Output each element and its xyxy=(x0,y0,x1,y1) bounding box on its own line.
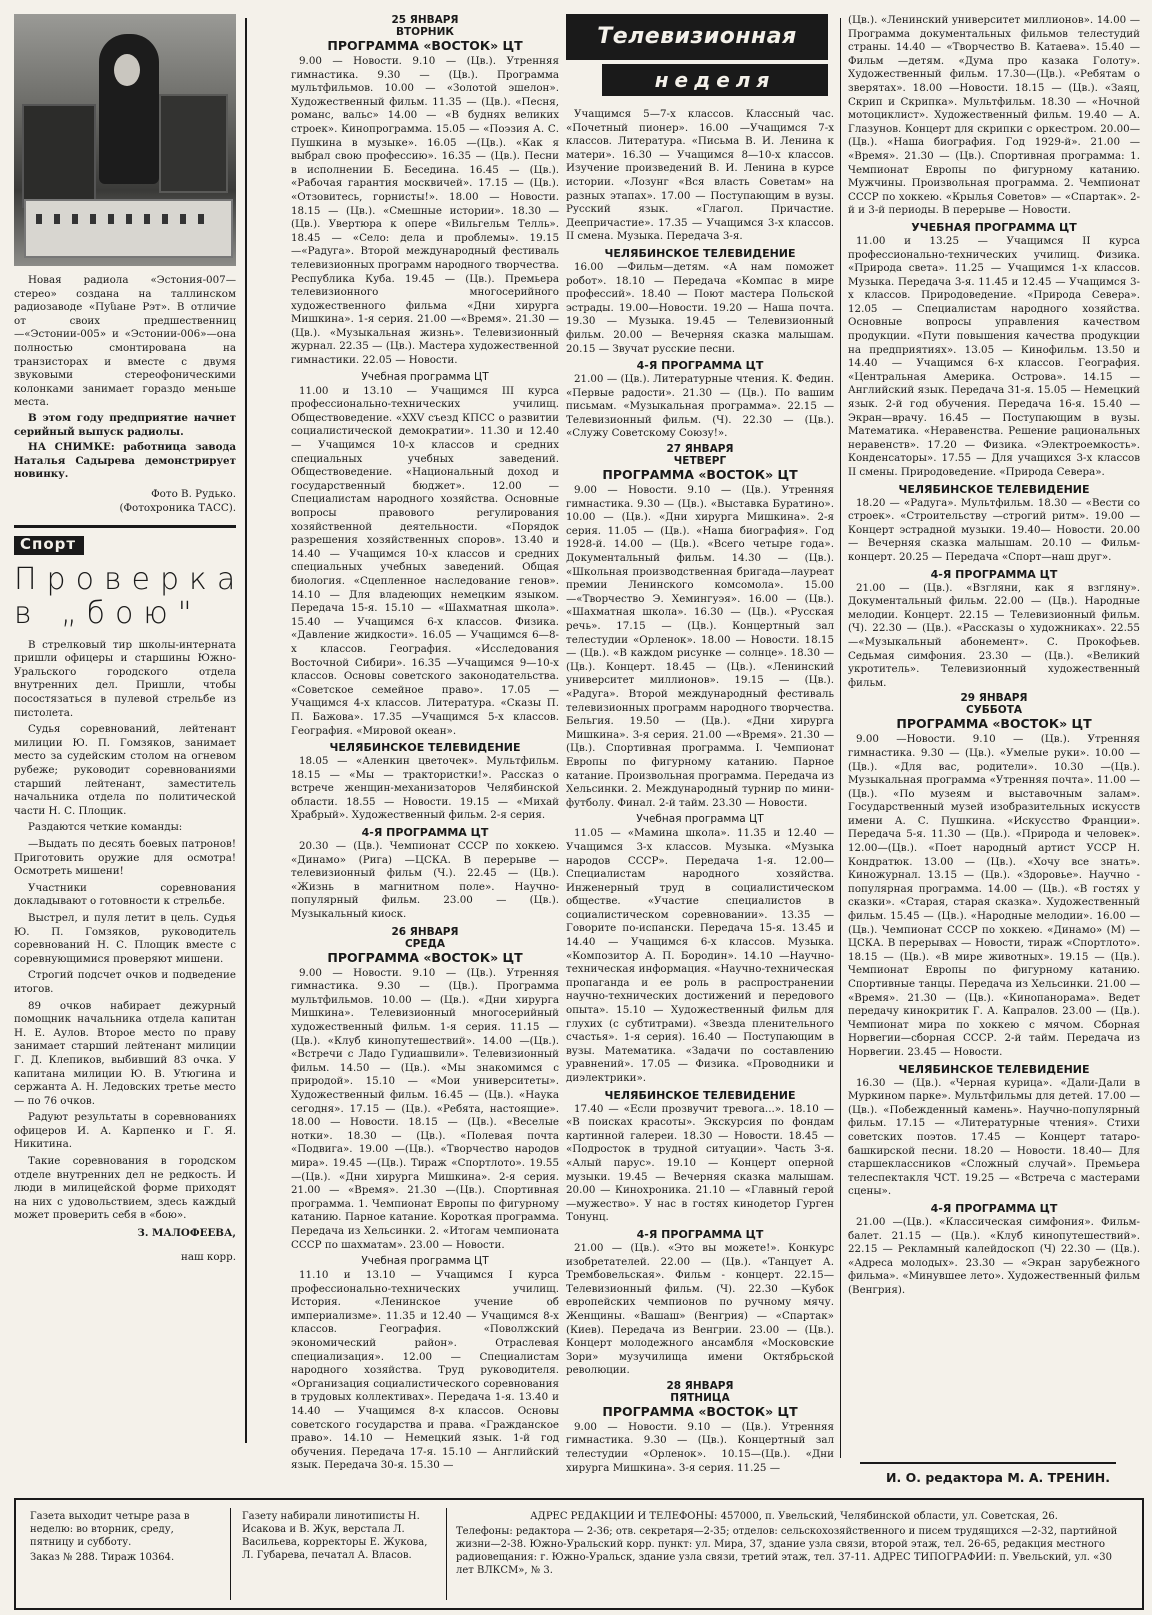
tv-week-banner xyxy=(566,14,828,100)
program-heading: ПРОГРАММА «ВОСТОК» ЦТ xyxy=(602,467,798,483)
imprint-box xyxy=(14,1498,1144,1610)
caption-paragraph: Новая радиола «Эстония-007—стерео» создана на таллинском радиозаводе «Пуնане Рэт». В отличие от своих предшественниц—«Эстонии-005» и «Эстонии-006»—она полностью смонтирована на транзисторах и вместе с двумя звуковыми стереофоническими колонками занимает гораздо меньше места. xyxy=(14,274,236,409)
column-1 xyxy=(14,14,246,1265)
sport-article xyxy=(14,639,236,1223)
program-heading: ЧЕЛЯБИНСКОЕ ТЕЛЕВИДЕНИЕ xyxy=(604,1088,796,1102)
day-date: 25 ЯНВАРЯ xyxy=(391,14,459,26)
schedule-text: 21.00 — (Цв.). Литературные чтения. К. Федин. «Первые радости». 21.30 — (Цв.). По вашим письмам. «Музыкальная программа». 22.15 — Телевизионный фильм. (Ч). 22.30 — (Цв.). «Служу Советскому Союзу!». xyxy=(566,373,834,440)
imprint-divider xyxy=(230,1508,231,1600)
program-heading: ЧЕЛЯБИНСКОЕ ТЕЛЕВИДЕНИЕ xyxy=(604,246,796,260)
radiola-knobs xyxy=(36,214,206,224)
day-name: ПЯТНИЦА xyxy=(670,1391,730,1404)
sport-rubric: Спорт xyxy=(14,536,84,555)
section-divider xyxy=(14,525,236,528)
article-paragraph: Радуют результаты в соревнованиях офицеров И. А. Карпенко и Г. Я. Никитина. xyxy=(14,1111,236,1151)
editor-signature: И. О. редактора М. А. ТРЕНИН. xyxy=(886,1470,1110,1485)
banner-subtitle: неделя xyxy=(602,64,828,96)
schedule-text: 9.00 — Новости. 9.10 — (Цв.). Утренняя гимнастика. 9.30 — (Цв.). Концертный зал телестудии «Орленок». 10.15—(Цв.). «Дни хирурга Мишкина». 3-я серия. 11.25 — xyxy=(566,1420,834,1474)
schedule-text: 9.00 — Новости. 9.10 — (Цв.). Утренняя гимнастика. 9.30 — (Цв.). Программа мультфильмов. 10.00 — (Цв.). «Дни хирурга Мишкина». Телевизионный многосерийный художественный фильм. 1-я серия. 11.15 — (Цв.). «Клуб кинопутешествий». 14.00 —(Цв.). «Встречи с Ладо Гудиашвили». Телевизионный фильм. 14.50 — (Цв.). «Мы знакомимся с природой». 15.10 — «Мои университеты». Художественный фильм. 16.45 — (Цв.). «Наука сегодня». 17.15 — (Цв.). «Ребята, настоящие». 18.00 — Новости. 18.15 — (Цв.). «Веселые нотки». 18.30 — (Цв.). «Полевая почта «Подвига». 19.00 —(Цв.). «Творчество народов мира». 19.45 —(Цв.). Тираж «Спортлото». 19.55 —(Цв.). «Дни хирурга Мишкина». 2-я серия. 21.00 — «Время». 21.30 —(Цв.). Спортивная программа. 1. Чемпионат Европы по фигурному катанию. Парное катание. Короткая программа. Передача из Хельсинки. 2. «Итогам чемпионата СССР по шахматам». 23.00 — Новости. xyxy=(291,966,559,1251)
day-date: 28 ЯНВАРЯ xyxy=(666,1379,734,1392)
column-4 xyxy=(848,14,1140,1299)
column-rule-2 xyxy=(840,18,841,1458)
article-paragraph: Участники соревнования докладывают о готовности к стрельбе. xyxy=(14,881,236,908)
article-author: З. МАЛОФЕЕВА, xyxy=(137,1227,236,1240)
schedule-text: 21.00 — (Цв.). «Взгляни, как я взгляну». Документальный фильм. 22.00 — (Цв.). Народные мелодии. Концерт. 22.15 — Телевизионный фильм. (Ч). 22.30 — (Цв.). «Рассказы о художниках». 22.55—«Музыкальный абонемент». С. Прокофьев. Седьмая симфония. 23.30 — (Цв.). «Великий укротитель». Телевизионный художественный фильм. xyxy=(848,581,1140,689)
woman-face xyxy=(114,54,140,86)
schedule-text: 16.30 — (Цв.). «Черная курица». «Дали-Дали в Муркином парке». Мультфильмы для детей. 17.00 — (Цв.). «Побежденный камень». Научно-популярный фильм. 17.15 — «Литературные чтения». Стихи советских поэтов. 17.45 — Концерт татаро-башкирской песни. 18.20 — Новости. 18.40— Для старшеклассников «Сложный случай». Премьера телеспектакля ЧСТ. 19.25 — «Встреча с мастерами сцены». xyxy=(848,1076,1140,1198)
program-heading: ЧЕЛЯБИНСКОЕ ТЕЛЕВИДЕНИЕ xyxy=(898,1062,1090,1076)
day-date: 26 ЯНВАРЯ xyxy=(391,925,459,938)
schedule-text: 16.00 —Фильм—детям. «А нам поможет робот». 18.10 — Передача «Компас в мире профессий». 18.40 — Поют мастера Польской эстрады. 19.00—Новости. 19.20 — Наша почта. 19.30 — Музыка. 19.45 — Телевизионный фильм. 20.00 — Вечерняя сказка малышам. 20.15 — Звучат русские песни. xyxy=(566,260,834,355)
schedule-text: 11.00 и 13.10 — Учащимся III курса профессионально-технических училищ. Обществоведение. «XXV съезд КПСС о развитии социалистической демократии». 11.30 и 12.40 — Учащимся 10-х классов и средних специальных учебных заведений. Обществоведение. «Национальный доход и государственный бюджет». 12.00 — Специалистам народного хозяйства. Основные вопросы правового регулирования хозяйственной деятельности. «Порядок разрешения хозяйственных споров». 13.40 и 14.40 — Учащимся 10-х классов и средних специальных учебных заведений. Общая биология. «Сцепленное наследование генов». 14.10 — Для владеющих немецким языком. Передача 15-я. 15.10 — «Шахматная школа». 15.40 — Учащимся 6-х классов. Физика. «Давление жидкости». 16.05 — Учащимся 6—8-х классов. География. «Исследования Восточной Сибири». 16.35 —Учащимся 9—10-х классов. Основы советского законодательства. «Советское семейное право». 17.05 — Учащимся 4-х классов. Литература. «Сказы П. П. Бажова». 17.35 —Учащимся 5-х классов. География. «Мировой океан». xyxy=(291,384,559,737)
article-paragraph: Раздаются четкие команды: xyxy=(28,821,183,834)
speaker-left xyxy=(22,104,96,208)
day-name: СУББОТА xyxy=(965,704,1023,717)
program-heading: 4-Я ПРОГРАММА ЦТ xyxy=(636,1227,764,1241)
editor-divider xyxy=(860,1462,1116,1464)
schedule-text: 11.05 — «Мамина школа». 11.35 и 12.40 —Учащимся 3-х классов. Музыка. «Музыка народов СССР». Передача 1-я. 12.00— Специалистам народного хозяйства. Инженерный труд в социалистическом обществе. «Участие специалистов в социалистическом соревновании». 13.35 — Говорите по-испански. Передача 15-я. 13.45 и 14.40 — Учащимся 6-х классов. Музыка. «Композитор А. П. Бородин». 14.10 —Научно-техническая информация. «Научно-техническая пропаганда и ее роль в распространении научно-технических достижений и передового опыта». 15.10 — Художественный фильм для глухих (с субтитрами). «Звезда пленительного счастья». 1-я серия). 16.40 — Поступающим в вузы. Математика. «Задачи по составлению уравнений». 17.05 — Физика. «Проводники и диэлектрики». xyxy=(566,827,834,1084)
imprint-address xyxy=(456,1510,1132,1579)
program-heading: 4-Я ПРОГРАММА ЦТ xyxy=(361,826,489,840)
article-title: Проверка в „бою" xyxy=(14,561,246,631)
day-name: ВТОРНИК xyxy=(396,26,454,38)
column-3 xyxy=(566,14,834,1477)
caption-paragraph: НА СНИМКЕ: работница завода Наталья Садырева демонстрирует новинку. xyxy=(14,441,236,481)
imprint-text: АДРЕС РЕДАКЦИИ И ТЕЛЕФОНЫ: 457000, п. Увельский, Челябинской области, ул. Советская, 26. xyxy=(530,1511,1058,1522)
program-heading: Учебная программа ЦТ xyxy=(361,370,489,383)
article-paragraph: В стрелковый тир школы-интерната пришли офицеры и старшины Южно-Уральского городского отдела внутренних дел. Пришли, чтобы посостязаться в пулевой стрельбе из пистолета. xyxy=(14,638,236,719)
program-heading: ЧЕЛЯБИНСКОЕ ТЕЛЕВИДЕНИЕ xyxy=(329,741,521,755)
schedule-text: 17.40 — «Если прозвучит тревога...». 18.10 — «В поисках красоты». Экскурсия по фондам картинной галереи. 18.30 — Новости. 18.45 — «Подросток в трудной ситуации». Часть 3-я. «Алый парус». 19.10 — Концерт оперной музыки. 19.45 — Вечерняя сказка малышам. 20.00 — Кинохроника. 21.10 — «Главный герой—мужество». У нас в гостях кинодетор Гурген Тонунц. xyxy=(566,1102,834,1224)
photo-credit-agency: (Фотохроника ТАСС). xyxy=(119,501,236,514)
radiola-console xyxy=(24,199,233,258)
program-heading: ПРОГРАММА «ВОСТОК» ЦТ xyxy=(602,1403,798,1419)
article-paragraph: Судья соревнований, лейтенант милиции Ю. П. Гомзяков, занимает место за судейским столом на огневом рубеже; руководит соревнованиями старший лейтенант, заместитель начальника отдела по политической части Н. С. Площик. xyxy=(14,723,236,817)
schedule-text: 11.00 и 13.25 — Учащимся II курса профессионально-технических училищ. Физика. «Природа света». 11.25 — Учащимся 1-х классов. Музыка. Передача 3-я. 11.45 и 12.45 — Учащимся 3-х классов. Природоведение. «Природа Севера». 12.05 — Специалистам народного хозяйства. Основные вопросы управления качеством продукции. «Пути повышения качества продукции на предприятиях». 13.05 — Кинофильм. 13.50 и 14.40 — Учащимся 6-х классов. География. «Центральная Америка. Острова». 14.15 — Английский язык. Передача 31-я. 15.05 — Немецкий язык. 2-й год обучения. Передача 16-я. 15.40 — Экран—врачу. 16.45 — Поступающим в вузы. Математика. «Неравенства. Решение рациональных неравенств». 17.20 — Физика. «Электроемкость». Конденсаторы». 17.55 — Для учащихся 3-х классов II смены. Природоведение. «Природа Севера». xyxy=(848,234,1140,478)
caption-paragraph: В этом году предприятие начнет серийный выпуск радиолы. xyxy=(14,411,236,438)
imprint-schedule xyxy=(30,1510,220,1566)
photo-caption xyxy=(14,274,236,482)
column-rule-1 xyxy=(245,18,247,1443)
schedule-text: 11.10 и 13.10 — Учащимся I курса профессионально-технических училищ. История. «Ленинское учение об империализме». 11.35 и 12.40 — Учащимся 8-х классов. География. «Поволжский экономический район». Отраслевая специализация». 12.00 — Специалистам народного хозяйства. Труд руководителя. «Организация социалистического соревнования в трудовых коллективах». Передача 1-я. 13.40 и 14.40 — Учащимся 8-х классов. Основы советского государства и права. «Гражданское право». 14.10 — Немецкий язык. 1-й год обучения. Передача 17-я. 15.10 — Английский язык. Передача 30-я. 15.30 — xyxy=(291,1269,559,1472)
schedule-text: 18.20 — «Радуга». Мультфильм. 18.30 — «Вести со строек». «Строительству —строгий ритм». 19.00 — Концерт эстрадной музыки. 19.40— Новости. 20.00 — Вечерняя сказка малышам. 20.10 — Фильм-концерт. 20.25 — Передача «Спорт—наш друг». xyxy=(848,496,1140,563)
program-heading: ПРОГРАММА «ВОСТОК» ЦТ xyxy=(327,949,523,965)
program-heading: УЧЕБНАЯ ПРОГРАММА ЦТ xyxy=(911,220,1077,234)
column-2 xyxy=(291,14,559,1475)
day-date: 29 ЯНВАРЯ xyxy=(960,692,1028,705)
speaker-right xyxy=(159,94,228,193)
imprint-text: Газета выходит четыре раза в неделю: во вторник, среду, пятницу и субботу. xyxy=(30,1511,190,1548)
schedule-text: 18.05 — «Аленкин цветочек». Мультфильм. 18.15 — «Мы — трактористки!». Рассказ о встрече женщин-механизаторов Челябинской области. 18.55 — Новости. 19.15 — «Михай Храбрый». Художественный фильм. 2-я серия. xyxy=(291,755,559,822)
imprint-staff xyxy=(242,1510,438,1564)
day-date: 27 ЯНВАРЯ xyxy=(666,443,734,456)
article-paragraph: Выстрел, и пуля летит в цель. Судья Ю. П. Гомзяков, руководитель соревнований Н. С. Площик вместе с соревнующимися проверяют мишени. xyxy=(14,911,236,965)
program-heading: 4-Я ПРОГРАММА ЦТ xyxy=(930,567,1058,581)
radiola-photo xyxy=(14,14,236,266)
photo-credit: Фото В. Рудько. xyxy=(151,487,236,500)
program-heading: ПРОГРАММА «ВОСТОК» ЦТ xyxy=(327,38,523,53)
schedule-text: 9.00 — Новости. 9.10 — (Цв.). Утренняя гимнастика. 9.30 — (Цв.). «Выставка Буратино». 10.00 — (Цв.). «Дни хирурга Мишкина». 2-я серия. 11.05 — (Цв.). «Наша биография». Год 1928-й. 14.00 — (Цв.). «Всего четыре года». Документальный фильм. 14.30 — (Цв.). «Школьная производственная бригада—лауреат премии Ленинского комсомола». 15.00 —«Творчество Э. Хемингуэя». 16.00 — (Цв.). «Шахматная школа». 16.30 — (Цв.). «Русская речь». 17.15 — (Цв.). Концертный зал телестудии «Орленок». 18.00 — Новости. 18.15 — (Цв.). «В каждом рисунке — солнце». 18.30 — (Цв.). Концерт. 18.45 — (Цв.). «Ленинский университет миллионов». 19.15 — (Цв.). «Радуга». Второй международный фестиваль телевизионных программ народного творчества. Бельгия. 19.50 — (Цв.). «Дни хирурга Мишкина». 3-я серия. 21.00 —«Время». 21.30 — (Цв.). Спортивная программа. I. Чемпионат Европы по фигурному катанию. Парное катание. Произвольная программа. Передача из Хельсинки. 2. Международный турнир по мини-футболу. Финал. 2-й тайм. 23.30 — Новости. xyxy=(566,484,834,809)
article-paragraph: —Выдать по десять боевых патронов! Приготовить оружие для осмотра! Осмотреть мишени! xyxy=(14,838,236,878)
program-heading: 4-Я ПРОГРАММА ЦТ xyxy=(636,359,764,373)
program-heading: ЧЕЛЯБИНСКОЕ ТЕЛЕВИДЕНИЕ xyxy=(898,482,1090,496)
schedule-text: 21.00 —(Цв.). «Классическая симфония». Фильм-балет. 21.15 — (Цв.). «Клуб кинопутешествий». 22.15 — Рекламный калейдоскоп (Ч) 22.30 — (Цв.). «Адреса молодых». 23.30 — «Экран зарубежного фильма». «Минувшее лето». Художественный фильм (Венгрия). xyxy=(848,1215,1140,1296)
imprint-divider xyxy=(446,1508,447,1600)
day-name: СРЕДА xyxy=(404,937,446,950)
program-heading: Учебная программа ЦТ xyxy=(636,813,764,826)
article-paragraph: 89 очков набирает дежурный помощник начальника отдела капитан Н. Е. Аулов. Второе место по праву занимает старший лейтенант милиции Г. Д. Клепиков, выбивший 83 очка. У капитана милиции Ю. В. Утюгина и сержанта А. Н. Ледовских третье место — по 76 очков. xyxy=(14,999,236,1107)
program-heading: 4-Я ПРОГРАММА ЦТ xyxy=(930,1201,1058,1215)
program-heading: Учебная программа ЦТ xyxy=(361,1255,489,1268)
article-author-role: наш корр. xyxy=(181,1250,236,1263)
article-paragraph: Такие соревнования в городском отделе внутренних дел не редкость. И люди в милицейской форме приходят на них с удовольствием, здесь каждый может проверить себя в «бою». xyxy=(14,1155,236,1222)
schedule-text: 20.30 — (Цв.). Чемпионат СССР по хоккею. «Динамо» (Рига) —ЦСКА. В перерыве —телевизионный фильм (Ч.). 22.45 — (Цв.). «Жизнь в магнитном поле». Научно-популярный фильм. 23.00 — (Цв.). Музыкальный киоск. xyxy=(291,840,559,921)
schedule-text: Учащимся 5—7-х классов. Классный час. «Почетный пионер». 16.00 —Учащимся 7-х классов. Литература. «Письма В. И. Ленина к матери». 16.30 — Учащимся 8—10-х классов. Изучение произведений В. И. Ленина в курсе истории. «Лозунг «Вся власть Советам» на разных этапах». 17.00 — Поступающим в вузы. Русский язык. «Глагол. Причастие. Деепричастие». 17.35 — Учащимся 3-х классов. II смена. Музыка. Передача 3-я. xyxy=(566,108,834,243)
imprint-text: Газету набирали линотиписты Н. Исакова и В. Жук, верстала Л. Васильева, корректоры Е. Жукова, Л. Губарева, печатал А. Власов. xyxy=(242,1511,428,1561)
imprint-text: Заказ № 288. Тираж 10364. xyxy=(30,1552,175,1563)
day-name: ЧЕТВЕРГ xyxy=(673,455,727,468)
schedule-text: (Цв.). «Ленинский университет миллионов». 14.00 — Программа документальных фильмов телестудий страны. 14.40 — «Творчество В. Катаева». 15.40 — Фильм —детям. «Дума про казака Голоту». Художественный фильм. 17.30—(Цв.). «Ребятам о зверятах». 18.00 —Новости. 18.15 — (Цв.). «Заяц, Скрип и Скрипка». Мультфильм. 18.30 — «Ночной мотоциклист». Художественный фильм. 19.40 — А. Глазунов. Концерт для скрипки с оркестром. 20.00—(Цв.). «Наша биография. Год 1929-й». 21.00 — «Время». 21.30 — (Цв.). Спортивная программа: 1. Чемпионат Европы по фигурному катанию. Мужчины. Произвольная программа. 2. Чемпионат СССР по хоккею. «Крылья Советов» — «Спартак». 2-й и 3-й периоды. В перерыве — Новости. xyxy=(848,14,1140,217)
schedule-text: 9.00 — Новости. 9.10 — (Цв.). Утренняя гимнастика. 9.30 — (Цв.). Программа мультфильмов. 10.00 — «Золотой эшелон». Художественный фильм. 11.35 — (Цв.). «Песня, романс, вальс» 14.00 — «В буднях великих строек». Кинопрограмма. 15.05 — «Поэзия А. С. Пушкина в музыке». 16.05 —(Цв.). «Как я выбрал свою профессию». 16.35 — (Цв.). Песни в исполнении Б. Беседина. 16.45 — (Цв.). «Рабочая гарантия москвичей». 17.15 — (Цв.). «Отзовитесь, горнисты!». 18.00 — Новости. 18.15 — (Цв.). «Смешные истории». 18.30 — (Цв.). Увертюра к опере «Вильгельм Телль». 18.45 — «Село: дела и проблемы». 19.15 —«Радуга». Второй международный фестиваль телевизионных программ народного творчества. Республика Куба. 19.45 — (Цв.). Премьера телевизионного многосерийного художественного фильма «Дни хирурга Мишкина». 1-я серия. 21.00 —«Время». 21.30 — (Цв.). «Музыкальная жизнь». Телевизионный журнал. 22.35 — (Цв.). Мастера художественной гимнастики. 22.05 — Новости. xyxy=(291,55,559,367)
article-paragraph: Строгий подсчет очков и подведение итогов. xyxy=(14,969,236,995)
schedule-text: 9.00 —Новости. 9.10 — (Цв.). Утренняя гимнастика. 9.30 — (Цв.). «Умелые руки». 10.00 — (Цв.). «Для вас, родители». 10.30 —(Цв.). Музыкальная программа «Утренняя почта». 11.00 — (Цв.). «По музеям и выставочным залам». Государственный музей изобразительных искусств имени А. С. Пушкина. «Искусство Франции». Передача 5-я. 11.30 — (Цв.). «Природа и человек». 12.00—(Цв.). «Поет народный артист УССР Н. Кондратюк. 13.00 — (Цв.). «Хочу все знать». Киножурнал. 13.15 — (Цв.). «Здоровье». Научно - популярная программа. 14.00 — (Цв.). «В гостях у сказки». «Старая, старая сказка». Художественный фильм. 15.45 — (Цв.). «Народные мелодии». 16.00 — (Цв.). Чемпионат СССР по хоккею. «Динамо» (М) —ЦСКА. В перерывах — Новости, тираж «Спортлото». 18.15 — (Цв.). «В мире животных». 19.15 — (Цв.). Чемпионат Европы по фигурному катанию. Спортивные танцы. Передача из Хельсинки. 21.00 — «Время». 21.30 — (Цв.). «Кинопанорама». Ведет передачу кинокритик Г. А. Капралов. 23.00 — (Цв.). Чемпионат мира по хоккею с мячом. Сборная Норвегии—сборная СССР. 2-й тайм. Передача из Норвегии. 23.45 — Новости. xyxy=(848,733,1140,1058)
imprint-text: Телефоны: редактора — 2-36; отв. секретаря—2-35; отделов: сельскохозяйственного и писем трудящихся —2-32, партийной жизни—2-38. Южно-Уральский корр. пункт: ул. Мира, 37, здание узла связи, второй этаж, тел. 26-65, редакция местного радиовещания: г. Южно-Уральск, здание узла связи, третий этаж, тел. 37-11. АДРЕС ТИПОГРАФИИ: п. Увельский, ул. «30 лет ВЛКСМ», № 3. xyxy=(456,1526,1118,1576)
schedule-text: 21.00 — (Цв.). «Это вы можете!». Конкурс изобретателей. 22.00 — (Цв.). «Танцует А. Трембовельская». Фильм - концерт. 22.15— Телевизионный фильм. (Ч). 22.30 —Кубок европейских чемпионов по ручному мячу. Женщины. «Вашаш» (Венгрия) — «Спартак» (Киев). Передача из Венгрии. 23.00 — (Цв.). Концерт молодежного ансамбля «Московские Зори» музучилища имени Октябрьской революции. xyxy=(566,1241,834,1377)
banner-title: Телевизионная xyxy=(566,14,828,60)
program-heading: ПРОГРАММА «ВОСТОК» ЦТ xyxy=(896,716,1092,732)
